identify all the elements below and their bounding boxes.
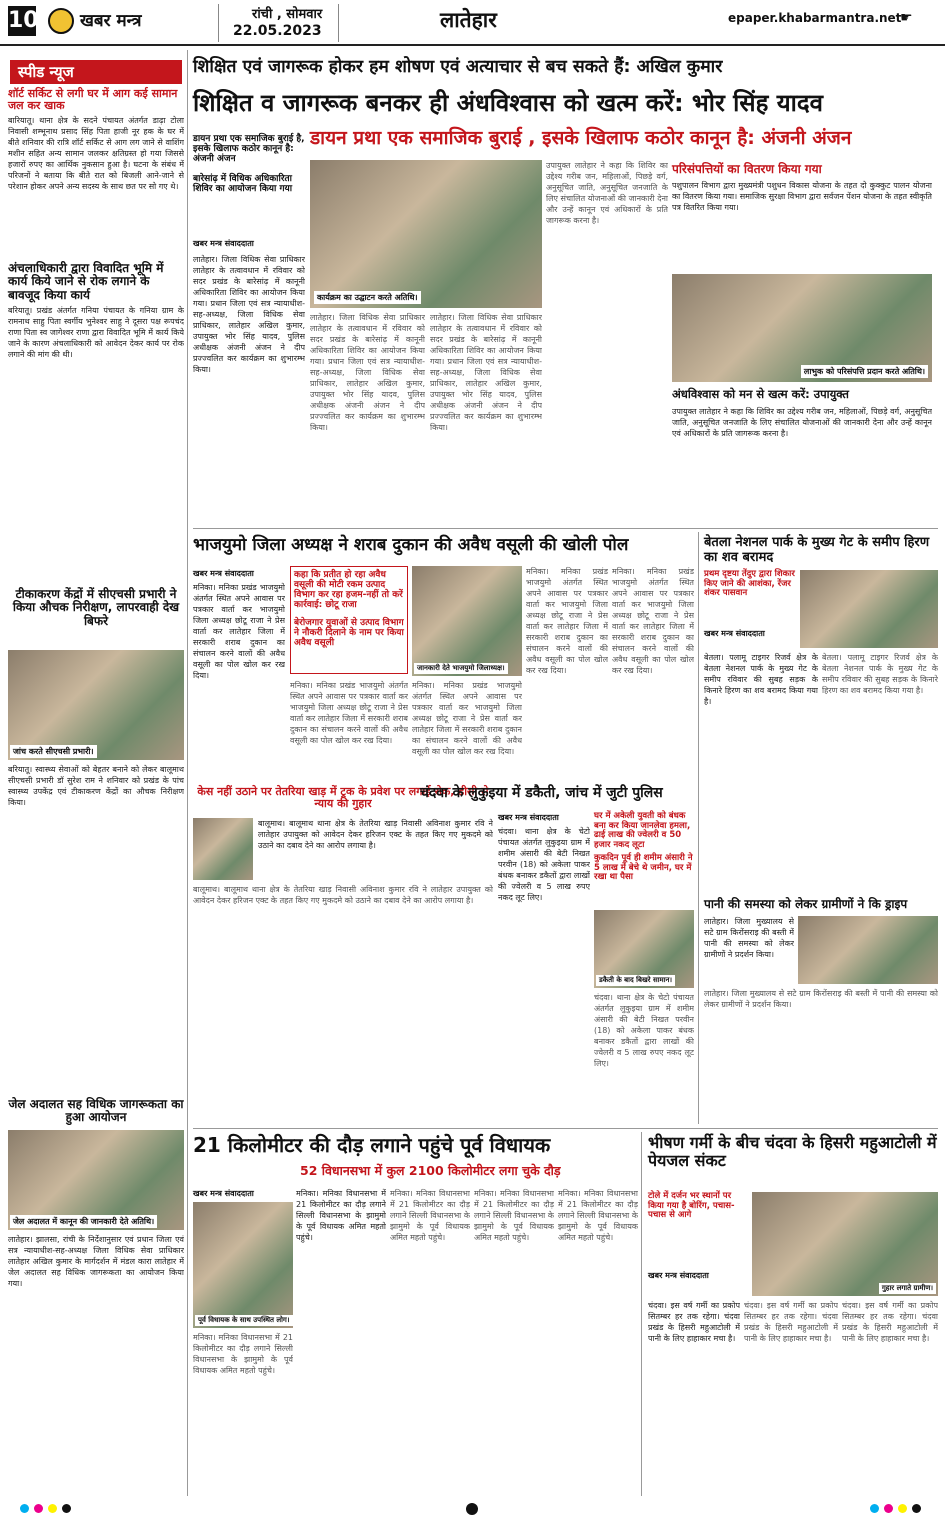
black-dot-icon [62,1504,71,1513]
top-bullet-1: डायन प्रथा एक समाजिक बुराई है, इसके खिलाफ कठोर कानून है: अंजनी अंजन [193,134,305,165]
hand-pointer-icon: ☛ [900,10,913,26]
top-body-col2: लातेहार। जिला विधिक सेवा प्राधिकार लातेहार के तत्वावधान में रविवार को सदर प्रखंड के बारेसांढ़ में कानूनी अधिकारिता शिविर का आयोजन किया गया। प्रधान जिला एवं सत्र न्यायाधीश-सह-अध्यक्ष, जिला विधिक सेवा प्राधिकार, लातेहार अखिल कुमार, उपायुक्त भोर सिंह यादव, पुलिस अधीक्षक अंजनी अंजन ने दीप प्रज्ज्वलित कर कार्यक्रम का शुभारम्भ किया। [310,313,425,432]
top-bullets [193,134,305,194]
drought-photo [752,1192,938,1296]
drought-caption: गुहार लगाते ग्रामीण। [879,1283,936,1294]
masthead [0,0,945,46]
bjym-quote-box [290,566,408,674]
speed-headline-3: टीकाकरण केंद्रों में सीएचसी प्रभारी ने किया औचक निरीक्षण, लापरवाही देख बिफरे [12,587,180,628]
deer-bullet: प्रथम दृष्टया तेंदुए द्वारा शिकार किए जाने की आशंका, रेंजर शंकर पासवान [704,569,795,599]
brand-name: खबर मन्त्र [80,11,142,31]
drought-body: चंदवा। इस वर्ष गर्मी का प्रकोप सितम्बर हर तक रहेगा। चंदवा प्रखंड के हिसरी महुआटोली में पानी के लिए हाहाकार मचा है। [648,1301,740,1343]
run-caption: पूर्व विधायक के साथ उपस्थित लोग। [195,1315,293,1326]
jail-caption: जेल अदालत में कानून की जानकारी देते अतिथि। [10,1215,157,1228]
bjym-photo [412,566,522,676]
run-body: मनिका। मनिका विधानसभा में 21 किलोमीटर का दौड़ लगाने सिल्ली विधानसभा के झामुमो के पूर्व विधायक अमित महतो पहुंचे। [296,1189,386,1242]
deer-body-2: बेतला। पलामू टाइगर रिजर्व क्षेत्र के बेतला नेशनल पार्क के मुख्य गेट के समीप रविवार की सुबह सड़क के किनारे हिरण का शव बरामद किया गया है। [822,653,938,695]
dacoity-photo [594,910,694,988]
speed-item-4 [8,1098,184,1125]
run-byline: खबर मन्त्र संवाददाता [193,1189,254,1198]
drought-body-3: चंदवा। इस वर्ष गर्मी का प्रकोप सितम्बर हर तक रहेगा। चंदवा प्रखंड के हिसरी महुआटोली में पानी के लिए हाहाकार मचा है। [842,1301,938,1343]
run-body-2: मनिका। मनिका विधानसभा में 21 किलोमीटर का दौड़ लगाने सिल्ली विधानसभा के झामुमो के पूर्व विधायक अमित महतो पहुंचे। [193,1333,293,1375]
registration-marks [0,1500,945,1517]
bjym-body: मनिका। मनिका प्रखंड भाजयुमो अंतर्गत स्थित अपने आवास पर पत्रकार वार्ता कर भाजयुमो जिला अध्यक्ष छोटू राजा ने प्रेस वार्ता कर लातेहार जिला में सरकारी शराब दुकान का संचालन करने वालों की अवैध वसूली का पोल खोल कर रख दिया। [193,583,285,680]
cyan-dot-icon [870,1504,879,1513]
brand-logo-icon [48,8,74,34]
top-body-col3: लातेहार। जिला विधिक सेवा प्राधिकार लातेहार के तत्वावधान में रविवार को सदर प्रखंड के बारेसांढ़ में कानूनी अधिकारिता शिविर का आयोजन किया गया। प्रधान जिला एवं सत्र न्यायाधीश-सह-अध्यक्ष, जिला विधिक सेवा प्राधिकार, लातेहार अखिल कुमार, उपायुक्त भोर सिंह यादव, पुलिस अधीक्षक अंजनी अंजन ने दीप प्रज्ज्वलित कर कार्यक्रम का शुभारम्भ किया। [430,313,542,432]
dacoity-caption: डकैती के बाद बिखरे सामान। [596,975,675,986]
deer-headline: बेतला नेशनल पार्क के मुख्य गेट के समीप हिरण का शव बरामद [704,535,930,565]
speed-item-1 [8,88,184,265]
yellow-dot-icon [898,1504,907,1513]
deer-body: बेतला। पलामू टाइगर रिजर्व क्षेत्र के बेतला नेशनल पार्क के मुख्य गेट के समीप रविवार की सुबह सड़क के किनारे हिरण का शव बरामद किया गया है। [704,653,818,706]
speed-headline-4: जेल अदालत सह विधिक जागरूकता का हुआ आयोजन [8,1097,184,1125]
run-body-4: मनिका। मनिका विधानसभा में 21 किलोमीटर का दौड़ लगाने सिल्ली विधानसभा के झामुमो के पूर्व विधायक अमित महतो पहुंचे। [474,1189,554,1242]
bjym-quote-1: कहा कि प्रतीत हो रहा अवैध वसूली की मोटी रकम उत्पाद विभाग कर रहा हजम-नहीं तो करें कार्रवाई: छोटू राजा [294,570,403,611]
bjym-body-col5: मनिका। मनिका प्रखंड भाजयुमो अंतर्गत स्थित अपने आवास पर पत्रकार वार्ता कर भाजयुमो जिला अध्यक्ष छोटू राजा ने प्रेस वार्ता कर लातेहार जिला में सरकारी शराब दुकान का संचालन करने वालों की अवैध वसूली का पोल खोल कर रख दिया। [612,567,694,675]
top-subhead: डायन प्रथा एक समाजिक बुराई , इसके खिलाफ कठोर कानून है: अंजनी अंजन [310,127,852,149]
crosshair-icon [466,1503,478,1515]
jail-court-photo [8,1130,184,1230]
top-kicker: शिक्षित एवं जागरूक होकर हम शोषण एवं अत्याचार से बच सकते हैं: अखिल कुमार [193,57,723,77]
speed-body-1: बारियातू। थाना क्षेत्र के सदने पंचायत अंतर्गत डाढ़ा टोला निवासी शम्भूनाथ प्रसाद सिंह पिता हाजी नूर हक के घर में बीते शनिवार की रात्रि शॉर्ट सर्किट से आग लग जाने से वाशिंग मशीन सहित अन्य सामान जलकर क्षतिग्रस्त हो गया जिससे हजारों रुपए का आर्थिक नुकसान हुआ है। घटना के संबंध में परिजनों ने बताया कि बीते रात को बिजली आने-जाने से परेशान होकर अपने अन्य सदस्य के साथ छत पर सो गए थे। [8,115,184,191]
drought-byline: खबर मन्त्र संवाददाता [648,1271,709,1280]
water-body: लातेहार। जिला मुख्यालय से सटे ग्राम किरोंसराइ की बस्ती में पानी की समस्या को लेकर ग्रामीणों ने प्रदर्शन किया। [704,917,794,959]
deer-byline: खबर मन्त्र संवाददाता [704,629,765,638]
drought-body-2: चंदवा। इस वर्ष गर्मी का प्रकोप सितम्बर हर तक रहेगा। चंदवा प्रखंड के हिसरी महुआटोली में पानी के लिए हाहाकार मचा है। [744,1301,838,1343]
water-headline: पानी की समस्या को लेकर ग्रामीणों ने कि ड्राइप [704,897,908,911]
right-head: अंधविश्वास को मन से खत्म करें: उपायुक्त [672,387,849,401]
dacoity-bullet-2: कुकदिन पूर्व ही शमीम अंसारी ने 5 लाख में बेचे थे जमीन, घर में रखा था पैसा [594,853,693,883]
speed-body-4: लातेहार। झालसा, रांची के निर्देशानुसार एवं प्रधान जिला एवं सत्र न्यायाधीश-सह-अध्यक्ष जिला विधिक सेवा प्राधिकार लातेहार अखिल कुमार के मार्गदर्शन में मंडल कारा लातेहार में जेल अदालत सह विधिक जागरूकता का आयोजन किया गया। [8,1235,184,1288]
bjym-byline: खबर मन्त्र संवाददाता [193,569,254,578]
bjym-caption: जानकारी देते भाजयुमो जिलाध्यक्ष। [414,663,508,674]
cyan-dot-icon [20,1504,29,1513]
side-body: पशुपालन विभाग द्वारा मुख्यमंत्री पशुधन विकास योजना के तहत दो कुक्कुट पालन योजना का वितरण किया गया। समाजिक सुरक्षा विभाग द्वारा सर्वजन पेंशन योजना के तहत स्वीकृति पत्र वितरित किया गया। [672,181,932,212]
bjym-body-col3: मनिका। मनिका प्रखंड भाजयुमो अंतर्गत स्थित अपने आवास पर पत्रकार वार्ता कर भाजयुमो जिला अध्यक्ष छोटू राजा ने प्रेस वार्ता कर लातेहार जिला में सरकारी शराब दुकान का संचालन करने वालों की अवैध वसूली का पोल खोल कर रख दिया। [412,681,522,756]
deer-photo [800,570,938,648]
speed-body-2: बरियातू। प्रखंड अंतर्गत गनिया पंचायत के गनिया ग्राम के रामनाथ साहु पिता स्वर्गीय भुनेश्वर साहु ने दूसरा पक्ष रूपचंद राणा पिता स्व जागेश्वर राणा द्वारा विवादित भूमि में कार्य किये जाने के कारण अंचलाधिकारी को आवेदन देकर कार्य पर रोक लगाने की मांग की थी। [8,306,184,360]
beneficiary-caption: लाभुक को परिसंपत्ति प्रदान करते अतिथि। [801,365,928,378]
run-body-5: मनिका। मनिका विधानसभा में 21 किलोमीटर का दौड़ लगाने सिल्ली विधानसभा के झामुमो के पूर्व विधायक अमित महतो पहुंचे। [558,1189,638,1242]
complainant-photo [193,818,253,880]
row-rule [193,528,938,529]
dacoity-bullets [594,812,694,883]
dacoity-headline: चंदवा के लुकुइया में डकैती, जांच में जुटी पुलिस [420,785,663,801]
right-body: उपायुक्त लातेहार ने कहा कि शिविर का उद्देश्य गरीब जन, महिलाओं, पिछड़े वर्ग, अनुसूचित जाति, अनुसूचित जनजाति के लिए संचालित योजनाओं की जानकारी देना और उन्हें कानून एवं अधिकारों के प्रति जागरूक करना है। [672,407,932,438]
row-rule [193,1128,938,1129]
city-day: रांची , सोमवार [252,7,323,22]
water-photo [798,916,938,984]
divider [338,4,339,42]
speed-headline-2: अंचलाधिकारी द्वारा विवादित भूमि में कार्य किये जाने से रोक लगाने के बावजूद किया कार्य [8,261,164,302]
bjym-headline: भाजयुमो जिला अध्यक्ष ने शराब दुकान की अवैध वसूली की खोली पोल [193,535,629,555]
epaper-link[interactable]: epaper.khabarmantra.net [728,11,902,25]
speed-body-3: बरियातू। स्वास्थ्य सेवाओं को बेहतर बनाने को लेकर बालूमाथ सीएचसी प्रभारी डॉ सुरेश राम ने शनिवार को प्रखंड के पांच स्वास्थ्य उपकेंद्र एवं टीकाकरण केंद्रों का औचक निरीक्षण किया। [8,765,184,807]
beneficiary-photo [672,274,932,382]
column-rule [698,532,699,1124]
dacoity-byline: खबर मन्त्र संवाददाता [498,813,559,822]
inauguration-caption: कार्यक्रम का उद्घाटन करते अतिथि। [314,291,421,304]
top-bullet-2: बारेसांढ़ में विधिक अधिकारिता शिविर का आयोजन किया गया [193,174,293,195]
run-subhead: 52 विधानसभा में कुल 2100 किलोमीटर लगा चुके दौड़ [300,1163,561,1178]
top-headline: शिक्षित व जागरूक बनकर ही अंधविश्वास को खत्म करें: भोर सिंह यादव [193,89,823,117]
speed-headline-1: शॉर्ट सर्किट से लगी घर में आग कई सामान जल कर खाक [8,87,178,113]
magenta-dot-icon [34,1504,43,1513]
run-photo [193,1202,293,1328]
divider [218,4,219,42]
inauguration-photo [310,160,542,308]
bjym-quote-2: बेरोजगार युवाओं से उत्पाद विभाग ने नौकरी दिलाने के नाम पर किया अवैध वसूली [294,618,404,649]
top-body-col4: उपायुक्त लातेहार ने कहा कि शिविर का उद्देश्य गरीब जन, महिलाओं, पिछड़े वर्ग, अनुसूचित जाति, अनुसूचित जनजाति के लिए संचालित योजनाओं की जानकारी देना और उन्हें कानून एवं अधिकारों के प्रति जागरूक करना है। [546,161,668,225]
top-body: लातेहार। जिला विधिक सेवा प्राधिकार लातेहार के तत्वावधान में रविवार को सदर प्रखंड के बारेसांढ़ में कानूनी अधिकारिता शिविर का आयोजन किया गया। प्रधान जिला एवं सत्र न्यायाधीश-सह-अध्यक्ष, जिला विधिक सेवा प्राधिकार, लातेहार अखिल कुमार, उपायुक्त भोर सिंह यादव, पुलिस अधीक्षक अंजनी अंजन ने दीप प्रज्ज्वलित कर कार्यक्रम का शुभारम्भ किया। [193,255,305,374]
truck-body: बालूमाथ। बालूमाथ थाना क्षेत्र के तेतरिया खाड़ निवासी अविनाश कुमार रवि ने लातेहार उपायुक्त को आवेदन देकर हरिजन एक्ट के तहत किए गए मुकदमे को उठाने का दबाव देने का आरोप लगाया है। [258,819,493,850]
drought-bullet: टोले में दर्जन भर स्थानों पर किया गया है बोरिंग, पचास-पचास से आगे [648,1191,735,1221]
bjym-body-col4: मनिका। मनिका प्रखंड भाजयुमो अंतर्गत स्थित अपने आवास पर पत्रकार वार्ता कर भाजयुमो जिला अध्यक्ष छोटू राजा ने प्रेस वार्ता कर लातेहार जिला में सरकारी शराब दुकान का संचालन करने वालों की अवैध वसूली का पोल खोल कर रख दिया। [526,567,608,675]
page-number: 10 [8,6,36,36]
side-head: परिसंपत्तियों का वितरण किया गया [672,162,822,176]
district-name: लातेहार [440,8,497,32]
speed-item-3 [8,588,184,628]
checkup-photo [8,650,184,760]
dacoity-body-2: चंदवा। थाना क्षेत्र के चेटो पंचायत अंतर्गत लुकुइया ग्राम में शमीम अंसारी की बेटी निखत परवीन (18) को अकेला पाकर बंधक बनाकर डकैतों द्वारा लाखों की ज्वेलरी व 5 लाख रुपए नकद लूट लिए। [594,993,694,1068]
column-rule [187,50,188,1496]
run-body-3: मनिका। मनिका विधानसभा में 21 किलोमीटर का दौड़ लगाने सिल्ली विधानसभा के झामुमो के पूर्व विधायक अमित महतो पहुंचे। [390,1189,470,1242]
water-body-2: लातेहार। जिला मुख्यालय से सटे ग्राम किरोंसराइ की बस्ती में पानी की समस्या को लेकर ग्रामीणों ने प्रदर्शन किया। [704,989,938,1009]
drought-headline: भीषण गर्मी के बीच चंदवा के हिसरी महुआटोली में पेयजल संकट [648,1133,937,1170]
column-rule [641,1132,642,1496]
run-headline: 21 किलोमीटर की दौड़ लगाने पहुंचे पूर्व विधायक [193,1133,551,1157]
top-byline: खबर मन्त्र संवाददाता [193,239,254,248]
dacoity-body: चंदवा। थाना क्षेत्र के चेटो पंचायत अंतर्गत लुकुइया ग्राम में शमीम अंसारी की बेटी निखत परवीन (18) को अकेला पाकर बंधक बनाकर डकैतों द्वारा लाखों की ज्वेलरी व 5 लाख रुपए नकद लूट लिए। [498,827,590,902]
black-dot-icon [912,1504,921,1513]
edition-date: 22.05.2023 [233,23,322,39]
truck-headline: केस नहीं उठाने पर तेतरिया खाड़ में ट्रक के प्रवेश पर लगाई रोक, डीसी से न्याय की गुहार [197,785,489,811]
speed-news-label: स्पीड न्यूज [10,60,182,84]
dacoity-bullet-1: घर में अकेली युवती को बंधक बना कर किया जानलेवा हमला, ढाई लाख की ज्वेलरी व 50 हजार नकद लूटा [594,811,691,850]
checkup-caption: जांच करते सीएचसी प्रभारी। [10,745,97,758]
truck-body-2: बालूमाथ। बालूमाथ थाना क्षेत्र के तेतरिया खाड़ निवासी अविनाश कुमार रवि ने लातेहार उपायुक्त को आवेदन देकर हरिजन एक्ट के तहत किए गए मुकदमे को उठाने का दबाव देने का आरोप लगाया है। [193,885,493,905]
bjym-body-col2: मनिका। मनिका प्रखंड भाजयुमो अंतर्गत स्थित अपने आवास पर पत्रकार वार्ता कर भाजयुमो जिला अध्यक्ष छोटू राजा ने प्रेस वार्ता कर लातेहार जिला में सरकारी शराब दुकान का संचालन करने वालों की अवैध वसूली का पोल खोल कर रख दिया। [290,681,408,745]
yellow-dot-icon [48,1504,57,1513]
magenta-dot-icon [884,1504,893,1513]
speed-item-2 [8,262,184,525]
